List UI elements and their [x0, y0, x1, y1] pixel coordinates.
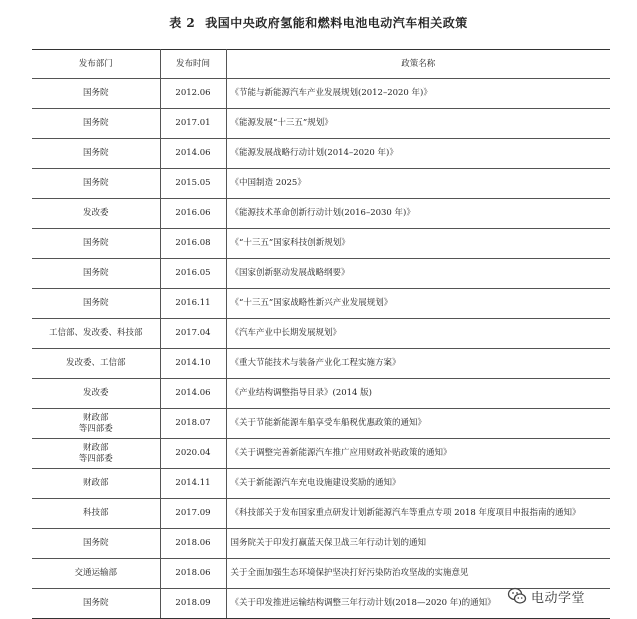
table-row	[32, 529, 610, 559]
cell-dept	[32, 319, 160, 349]
table-row	[32, 289, 610, 319]
cell-policy-name: 《“十三五”国家战略性新兴产业发展规划》	[226, 289, 610, 319]
cell-dept	[32, 259, 160, 289]
cell-date: 2015.05	[160, 169, 226, 199]
cell-dept	[32, 139, 160, 169]
dept-line: 国务院	[82, 268, 109, 278]
dept-line: 财政部	[82, 412, 109, 423]
cell-policy-name: 《关于节能新能源车船享受车船税优惠政策的通知》	[226, 409, 610, 439]
dept-line: 国务院	[82, 538, 109, 548]
dept-line: 等四部委	[78, 453, 113, 464]
dept-line: 国务院	[82, 118, 109, 128]
cell-dept	[32, 379, 160, 409]
dept-line: 国务院	[82, 178, 109, 188]
cell-date: 2018.09	[160, 589, 226, 619]
dept-line: 国务院	[82, 298, 109, 308]
table-row	[32, 229, 610, 259]
table-row	[32, 409, 610, 439]
dept-line: 发改委	[82, 208, 109, 218]
cell-dept	[32, 559, 160, 589]
cell-date: 2018.06	[160, 559, 226, 589]
cell-policy-name: 国务院关于印发打赢蓝天保卫战三年行动计划的通知	[226, 529, 610, 559]
cell-dept	[32, 499, 160, 529]
table-row	[32, 259, 610, 289]
cell-dept	[32, 79, 160, 109]
dept-line: 国务院	[82, 598, 109, 608]
cell-dept	[32, 529, 160, 559]
cell-date: 2018.06	[160, 529, 226, 559]
table-row	[32, 439, 610, 469]
dept-line: 等四部委	[78, 423, 113, 434]
cell-date: 2020.04	[160, 439, 226, 469]
dept-line: 国务院	[82, 88, 109, 98]
cell-policy-name: 《关于印发推进运输结构调整三年行动计划(2018—2020 年)的通知》	[226, 589, 610, 619]
cell-policy-name: 《能源发展战略行动计划(2014–2020 年)》	[226, 139, 610, 169]
cell-date: 2014.06	[160, 379, 226, 409]
cell-policy-name: 《“十三五”国家科技创新规划》	[226, 229, 610, 259]
cell-policy-name: 《能源发展“十三五”规划》	[226, 109, 610, 139]
table-row	[32, 379, 610, 409]
cell-dept	[32, 289, 160, 319]
dept-line: 财政部	[82, 478, 109, 488]
header-name: 政策名称	[226, 50, 610, 79]
cell-dept	[32, 589, 160, 619]
cell-dept	[32, 439, 160, 469]
cell-policy-name: 《能源技术革命创新行动计划(2016–2030 年)》	[226, 199, 610, 229]
cell-date: 2018.07	[160, 409, 226, 439]
policy-table-body	[32, 79, 610, 619]
cell-date: 2017.01	[160, 109, 226, 139]
cell-policy-name: 《产业结构调整指导目录》(2014 版)	[226, 379, 610, 409]
header-row	[32, 50, 610, 79]
table-row	[32, 349, 610, 379]
dept-line: 国务院	[82, 238, 109, 248]
table-row	[32, 79, 610, 109]
cell-policy-name: 《重大节能技术与装备产业化工程实施方案》	[226, 349, 610, 379]
cell-date: 2016.11	[160, 289, 226, 319]
table-row	[32, 139, 610, 169]
cell-dept	[32, 349, 160, 379]
cell-date: 2014.10	[160, 349, 226, 379]
table-row	[32, 199, 610, 229]
table-caption: 我国中央政府氢能和燃料电池电动汽车相关政策	[205, 16, 468, 30]
cell-policy-name: 《关于新能源汽车充电设施建设奖励的通知》	[226, 469, 610, 499]
policy-table	[32, 49, 610, 619]
dept-line: 国务院	[82, 148, 109, 158]
watermark-text: 电动学堂	[531, 590, 586, 606]
cell-policy-name: 《汽车产业中长期发展规划》	[226, 319, 610, 349]
cell-policy-name: 《节能与新能源汽车产业发展规划(2012–2020 年)》	[226, 79, 610, 109]
cell-policy-name: 《中国制造 2025》	[226, 169, 610, 199]
cell-dept	[32, 109, 160, 139]
cell-dept	[32, 199, 160, 229]
cell-policy-name: 《关于调整完善新能源汽车推广应用财政补贴政策的通知》	[226, 439, 610, 469]
table-title	[0, 14, 637, 31]
cell-date: 2016.06	[160, 199, 226, 229]
dept-line: 发改委、工信部	[65, 358, 126, 368]
cell-date: 2017.09	[160, 499, 226, 529]
dept-line: 科技部	[82, 508, 109, 518]
header-dept: 发布部门	[32, 50, 160, 79]
cell-date: 2014.06	[160, 139, 226, 169]
cell-policy-name: 关于全面加强生态环境保护坚决打好污染防治攻坚战的实施意见	[226, 559, 610, 589]
cell-date: 2017.04	[160, 319, 226, 349]
table-row	[32, 319, 610, 349]
cell-dept	[32, 469, 160, 499]
cell-dept	[32, 169, 160, 199]
cell-date: 2016.05	[160, 259, 226, 289]
table-row	[32, 109, 610, 139]
table-row	[32, 499, 610, 529]
dept-line: 交通运输部	[74, 568, 117, 578]
table-row	[32, 559, 610, 589]
cell-dept	[32, 409, 160, 439]
table-number: 表 2	[169, 16, 196, 30]
watermark	[507, 585, 617, 607]
cell-policy-name: 《科技部关于发布国家重点研发计划新能源汽车等重点专项 2018 年度项目申报指南的通知》	[226, 499, 610, 529]
dept-line: 财政部	[82, 442, 109, 453]
table-row	[32, 469, 610, 499]
header-date: 发布时间	[160, 50, 226, 79]
table-row	[32, 169, 610, 199]
cell-date: 2016.08	[160, 229, 226, 259]
dept-line: 工信部、发改委、科技部	[48, 328, 143, 338]
cell-policy-name: 《国家创新驱动发展战略纲要》	[226, 259, 610, 289]
cell-date: 2014.11	[160, 469, 226, 499]
cell-date: 2012.06	[160, 79, 226, 109]
cell-dept	[32, 229, 160, 259]
dept-line: 发改委	[82, 388, 109, 398]
wechat-icon	[507, 586, 527, 606]
